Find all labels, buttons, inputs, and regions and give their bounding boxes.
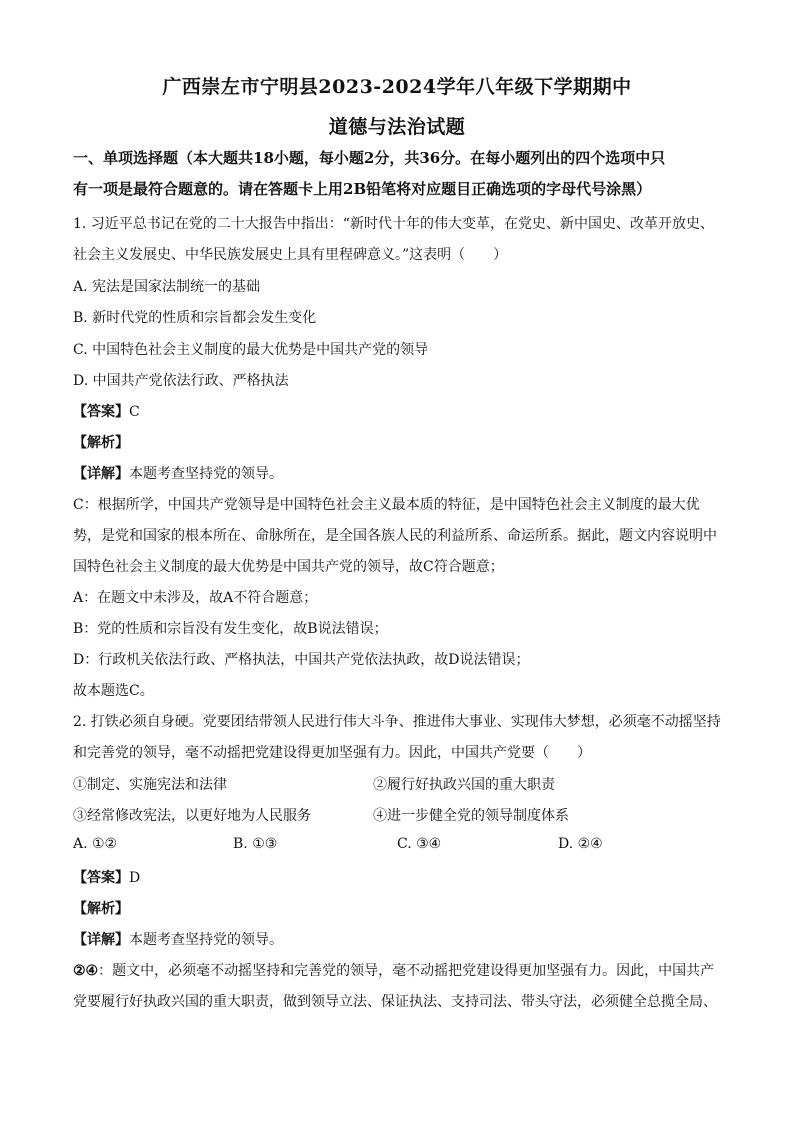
q2-detail (73, 929, 283, 949)
q1-explanation-line-6: D：行政机关依法行政、严格执法，中国共产党依法执政，故D说法错误； (73, 652, 530, 668)
document-subtitle: 道德与法治试题 (328, 116, 466, 138)
q1-analysis-tag (73, 432, 129, 452)
explanation-text: ：题文中，必须毫不动摇坚持和完善党的领导，毫不动摇把党建设得更加坚强有力。因此，中国共产 (98, 963, 715, 979)
q2-item-1: ①制定、实施宪法和法律 (73, 777, 227, 793)
q2-explanation-line-2: 党要履行好执政兴国的重大职责，做到领导立法、保证执法、支持司法、带头守法，必须健全总揽全局、 (73, 994, 717, 1010)
section-heading-line-1: 一、单项选择题（本大题共18小题，每小题2分，共36分。在每小题列出的四个选项中只 (73, 149, 666, 167)
q1-answer (73, 401, 140, 421)
q1-option-b: B. 新时代党的性质和宗旨都会发生变化 (73, 310, 317, 326)
q1-stem-line-2: 社会主义发展史、中华民族发展史上具有里程碑意义。”这表明（ ） (73, 247, 508, 263)
answer-value: C (129, 404, 140, 420)
analysis-tag: 【解析】 (73, 901, 129, 917)
document-title: 广西崇左市宁明县2023-2024学年八年级下学期期中 (162, 76, 632, 98)
analysis-tag: 【解析】 (73, 435, 129, 451)
q2-explanation-line-1 (73, 960, 714, 980)
q2-option-b: B. ①③ (233, 836, 278, 852)
q1-conclusion: 故本题选C。 (73, 683, 154, 699)
q2-item-4: ④进一步健全党的领导制度体系 (373, 808, 569, 824)
section-heading (73, 143, 733, 205)
q1-explanation-line-1: C：根据所学，中国共产党领导是中国特色社会主义最本质的特征，是中国特色社会主义制度的最大优 (73, 497, 700, 513)
detail-text: 本题考查坚持党的领导。 (129, 932, 283, 948)
q1-option-c: C. 中国特色社会主义制度的最大优势是中国共产党的领导 (73, 342, 429, 358)
q1-explanation-line-2: 势，是党和国家的根本所在、命脉所在，是全国各族人民的利益所系、命运所系。据此，题文内容说明中 (73, 528, 717, 544)
q2-item-3: ③经常修改宪法，以更好地为人民服务 (73, 808, 311, 824)
section-heading-line-2: 有一项是最符合题意的。请在答题卡上用2B铅笔将对应题目正确选项的字母代号涂黑） (73, 180, 652, 198)
q1-explanation-line-4: A：在题文中未涉及，故A不符合题意； (73, 590, 318, 606)
q2-stem-line-2: 和完善党的领导，毫不动摇把党建设得更加坚强有力。因此，中国共产党要（ ） (73, 745, 591, 761)
q2-stem-line-1: 2. 打铁必须自身硬。党要团结带领人民进行伟大斗争、推进伟大事业、实现伟大梦想，必须毫不动摇坚持 (73, 714, 721, 730)
answer-tag: 【答案】 (73, 870, 129, 886)
q1-option-d: D. 中国共产党依法行政、严格执法 (73, 373, 289, 389)
answer-value: D (129, 870, 141, 886)
detail-tag: 【详解】 (73, 932, 129, 948)
explanation-option-tag: ②④ (73, 963, 99, 979)
q1-stem-line-1: 1. 习近平总书记在党的二十大报告中指出：“新时代十年的伟大变革，在党史、新中国史、改革开放史、 (73, 216, 714, 232)
answer-tag: 【答案】 (73, 404, 129, 420)
q1-explanation-line-3: 国特色社会主义制度的最大优势是中国共产党的领导，故C符合题意； (73, 559, 504, 575)
q2-option-d: D. ②④ (558, 836, 603, 852)
q1-explanation-line-5: B：党的性质和宗旨没有发生变化，故B说法错误； (73, 621, 388, 637)
q2-analysis-tag (73, 898, 129, 918)
detail-text: 本题考查坚持党的领导。 (129, 466, 283, 482)
q2-item-2: ②履行好执政兴国的重大职责 (373, 777, 555, 793)
detail-tag: 【详解】 (73, 466, 129, 482)
q2-answer (73, 867, 140, 887)
q1-option-a: A. 宪法是国家法制统一的基础 (73, 279, 261, 295)
q2-option-a: A. ①② (73, 836, 118, 852)
q1-detail (73, 463, 283, 483)
q2-option-c: C. ③④ (397, 836, 442, 852)
